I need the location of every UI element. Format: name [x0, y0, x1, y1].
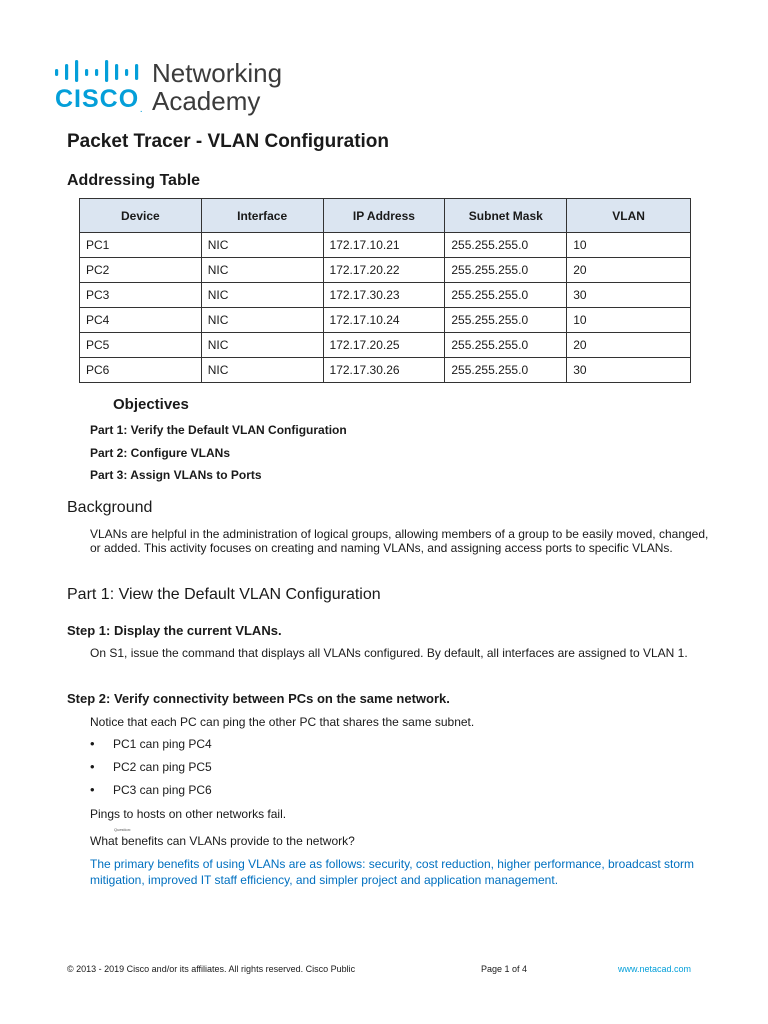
- cisco-bars-icon: [55, 60, 147, 82]
- table-cell: PC2: [80, 258, 202, 283]
- page-title: Packet Tracer - VLAN Configuration: [67, 131, 390, 152]
- footer-link[interactable]: www.netacad.com: [618, 964, 692, 974]
- cisco-networking-academy-logo: CISCO. Networking Academy: [55, 58, 283, 116]
- addressing-table-heading: Addressing Table: [67, 172, 201, 189]
- question-label: Question:: [114, 827, 132, 832]
- table-cell: 30: [567, 283, 691, 308]
- cisco-wordmark: CISCO: [55, 85, 140, 113]
- table-cell: 10: [567, 308, 691, 333]
- table-cell: 255.255.255.0: [445, 308, 567, 333]
- table-cell: PC6: [80, 358, 202, 383]
- addressing-table: [79, 198, 691, 383]
- column-header: Device: [80, 199, 202, 233]
- footer-copyright: © 2013 - 2019 Cisco and/or its affiliates. All rights reserved. Cisco Public: [67, 964, 356, 974]
- table-cell: 172.17.20.25: [323, 333, 445, 358]
- table-cell: NIC: [201, 258, 323, 283]
- objective-item: Part 3: Assign VLANs to Ports: [90, 468, 262, 482]
- logo-networking-text: Networking: [152, 58, 283, 88]
- table-cell: 172.17.10.24: [323, 308, 445, 333]
- logo-academy-text: Academy: [152, 86, 261, 116]
- table-cell: 172.17.10.21: [323, 233, 445, 258]
- column-header: Subnet Mask: [445, 199, 567, 233]
- objective-item: Part 2: Configure VLANs: [90, 446, 231, 460]
- list-item: • PC1 can ping PC4: [90, 737, 212, 760]
- table-cell: 30: [567, 358, 691, 383]
- table-header-row: [80, 199, 691, 233]
- table-cell: 172.17.30.26: [323, 358, 445, 383]
- table-cell: PC3: [80, 283, 202, 308]
- table-cell: NIC: [201, 283, 323, 308]
- objective-item: Part 1: Verify the Default VLAN Configuration: [90, 423, 347, 437]
- part1-heading: Part 1: View the Default VLAN Configuration: [67, 586, 381, 603]
- table-cell: 172.17.20.22: [323, 258, 445, 283]
- footer-page-number: Page 1 of 4: [481, 964, 528, 974]
- table-cell: 172.17.30.23: [323, 283, 445, 308]
- background-heading: Background: [67, 499, 153, 516]
- table-cell: NIC: [201, 333, 323, 358]
- column-header: Interface: [201, 199, 323, 233]
- pings-fail-text: Pings to hosts on other networks fail.: [90, 807, 287, 821]
- table-cell: 20: [567, 258, 691, 283]
- table-row: [80, 233, 691, 258]
- table-row: [80, 258, 691, 283]
- table-cell: 255.255.255.0: [445, 233, 567, 258]
- table-cell: 20: [567, 333, 691, 358]
- answer-text: The primary benefits of using VLANs are as follows: security, cost reduction, higher performance, broadcast storm mitigation, improved IT staff efficiency, and simpler project and application management.: [90, 857, 695, 887]
- table-row: [80, 358, 691, 383]
- step2-text: Notice that each PC can ping the other PC that shares the same subnet.: [90, 715, 475, 729]
- objectives-heading: Objectives: [113, 396, 189, 413]
- table-cell: PC4: [80, 308, 202, 333]
- table-row: [80, 283, 691, 308]
- table-cell: 255.255.255.0: [445, 333, 567, 358]
- background-text: VLANs are helpful in the administration of logical groups, allowing members of a group to be easily moved, changed, or added. This activity focuses on creating and naming VLANs, and assigning access ports to specific VLANs.: [90, 527, 709, 555]
- table-cell: NIC: [201, 233, 323, 258]
- step1-text: On S1, issue the command that displays all VLANs configured. By default, all interfaces are assigned to VLAN 1.: [90, 646, 688, 660]
- question-text: What benefits can VLANs provide to the network?: [90, 834, 355, 848]
- list-item: • PC3 can ping PC6: [90, 783, 212, 806]
- table-row: [80, 308, 691, 333]
- table-cell: 255.255.255.0: [445, 358, 567, 383]
- table-row: [80, 333, 691, 358]
- list-item: • PC2 can ping PC5: [90, 760, 212, 783]
- table-cell: 10: [567, 233, 691, 258]
- column-header: VLAN: [567, 199, 691, 233]
- ping-results-list: [90, 737, 212, 806]
- table-cell: NIC: [201, 308, 323, 333]
- table-cell: NIC: [201, 358, 323, 383]
- step1-heading: Step 1: Display the current VLANs.: [67, 623, 282, 638]
- column-header: IP Address: [323, 199, 445, 233]
- step2-heading: Step 2: Verify connectivity between PCs on the same network.: [67, 691, 450, 706]
- table-cell: 255.255.255.0: [445, 283, 567, 308]
- table-cell: 255.255.255.0: [445, 258, 567, 283]
- table-cell: PC1: [80, 233, 202, 258]
- table-cell: PC5: [80, 333, 202, 358]
